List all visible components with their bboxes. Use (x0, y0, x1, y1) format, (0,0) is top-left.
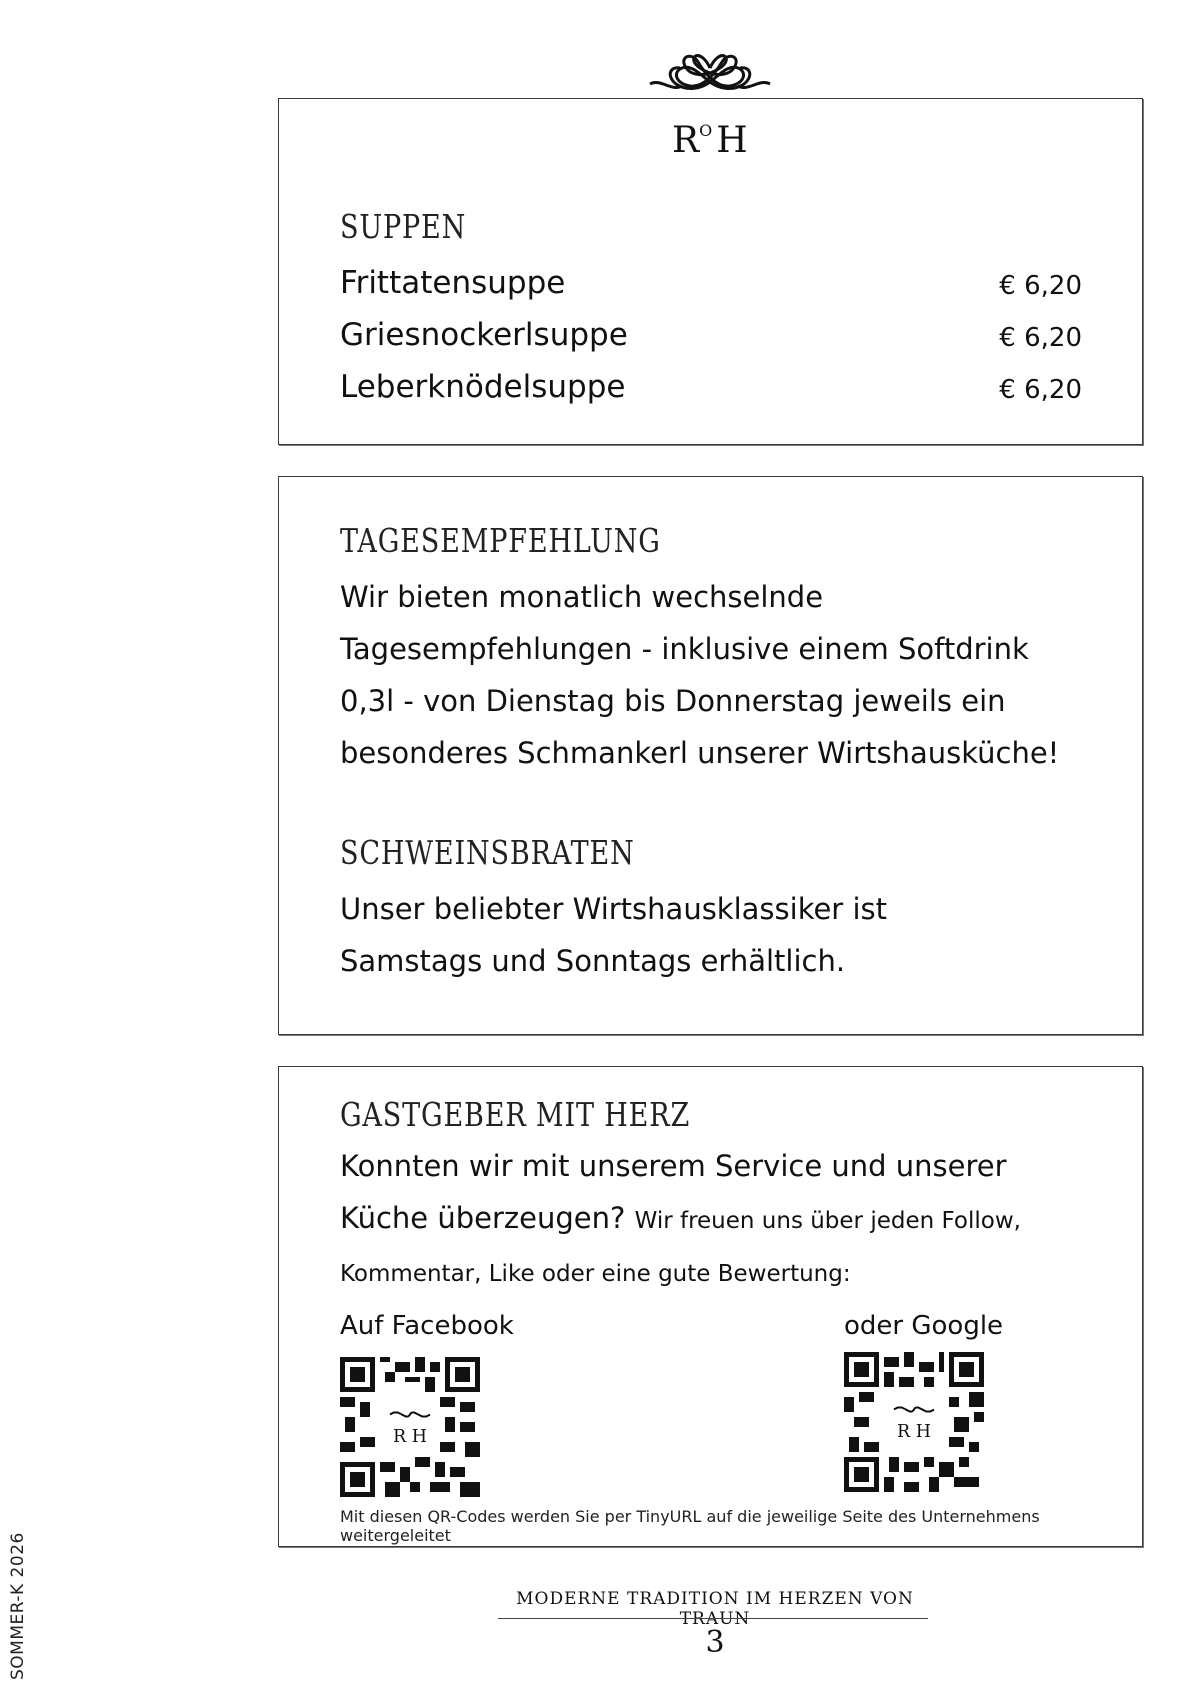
qr-code-icon (844, 1352, 984, 1492)
svg-text:R H: R H (896, 1422, 932, 1442)
text-line: 0,3l - von Dienstag bis Donnerstag jeweils ein (340, 684, 1006, 718)
menu-item-name: Griesnockerlsuppe (340, 317, 628, 353)
text-line: Unser beliebter Wirtshausklassiker ist (340, 892, 887, 926)
qr-code-icon (340, 1357, 480, 1497)
gastgeber-line-2 (340, 1201, 1021, 1235)
gastgeber-question: Küche überzeugen? (340, 1201, 626, 1235)
menu-item-price: € 6,20 (999, 271, 1082, 301)
menu-item-name: Frittatensuppe (340, 265, 566, 301)
schweinsbraten-text (340, 883, 1120, 987)
section-heading: SCHWEINSBRATEN (340, 833, 635, 872)
section-heading: GASTGEBER MIT HERZ (340, 1095, 691, 1134)
facebook-qr-code[interactable] (340, 1357, 480, 1497)
facebook-label: Auf Facebook (340, 1311, 514, 1341)
footer-divider (498, 1618, 928, 1619)
google-label: oder Google (844, 1311, 1004, 1341)
side-label: SOMMER-K 2026 (8, 1532, 28, 1680)
gastgeber-line-1: Konnten wir mit unserem Service und unserer (340, 1149, 1007, 1183)
text-line: Wir bieten monatlich wechselnde (340, 580, 824, 614)
page-number: 3 (705, 1625, 725, 1660)
text-line: Samstags und Sonntags erhältlich. (340, 944, 846, 978)
gastgeber-line-3: Kommentar, Like oder eine gute Bewertung: (340, 1261, 851, 1287)
suppen-section (278, 98, 1143, 445)
logo-letter-h: H (716, 120, 748, 161)
menu-item-price: € 6,20 (999, 375, 1082, 405)
logo-letter-o: O (699, 121, 713, 140)
section-heading: TAGESEMPFEHLUNG (340, 521, 661, 560)
svg-text:R H: R H (392, 1427, 428, 1447)
section-heading: SUPPEN (340, 207, 467, 246)
tagesempfehlung-text (340, 571, 1120, 779)
footer-tagline: MODERNE TRADITION IM HERZEN VON TRAUN (516, 1589, 914, 1629)
specials-section (278, 476, 1143, 1035)
text-line: Tagesempfehlungen - inklusive einem Softdrink (340, 632, 1029, 666)
gastgeber-follow-text: Wir freuen uns über jeden Follow, (634, 1208, 1021, 1234)
text-line: besonderes Schmankerl unserer Wirtshausküche! (340, 736, 1060, 770)
menu-item-name: Leberknödelsuppe (340, 369, 626, 405)
google-qr-code[interactable] (844, 1352, 984, 1492)
qr-note: Mit diesen QR-Codes werden Sie per TinyURL auf die jeweilige Seite des Unternehmens weitergeleitet (340, 1507, 1040, 1545)
logo-letter-r: R (672, 120, 700, 161)
menu-item-price: € 6,20 (999, 323, 1082, 353)
gastgeber-section (278, 1066, 1143, 1547)
